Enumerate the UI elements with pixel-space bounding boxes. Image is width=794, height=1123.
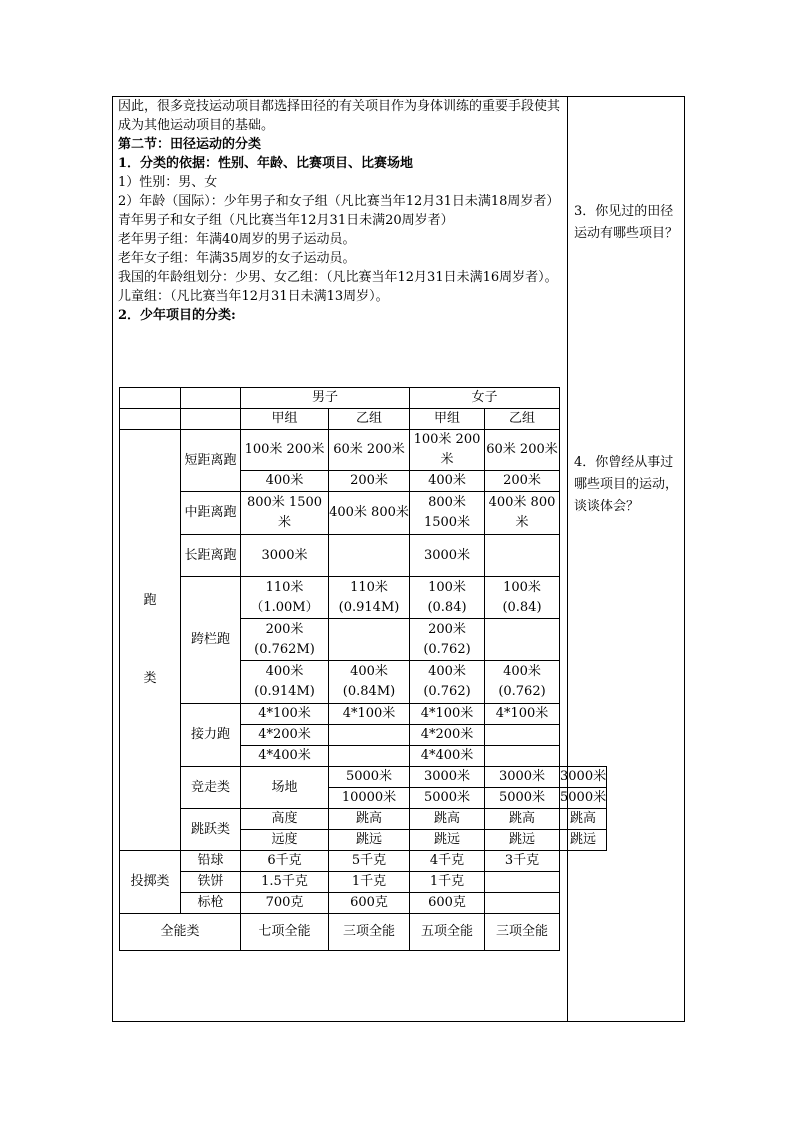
paragraph: 儿童组：（凡比赛当年12月31日未满13周岁）。	[118, 289, 389, 304]
table-cell: 跳远	[560, 830, 607, 851]
subcat-relay: 接力跑	[181, 704, 241, 767]
table-cell: 800米 1500米	[410, 492, 485, 535]
subheading: 1．分类的依据：性别、年龄、比赛项目、比赛场地	[118, 156, 414, 171]
table-cell: 400米 (0.84M)	[329, 661, 410, 704]
table-cell: 400米	[241, 471, 329, 492]
table-cell: 五项全能	[410, 914, 485, 951]
table-cell: 60米 200米	[485, 430, 560, 471]
table-cell: 110米 (0.914M)	[329, 577, 410, 619]
table-cell: 100米 (0.84)	[485, 577, 560, 619]
subcat-short: 短距离跑	[181, 430, 241, 492]
table-cell: 4*100米	[241, 704, 329, 725]
section-heading: 第二节：田径运动的分类	[118, 137, 262, 152]
table-cell	[485, 725, 560, 746]
table-cell: 1千克	[329, 872, 410, 893]
category-jump: 跳跃类	[181, 809, 241, 851]
side-question-4: 4．你曾经从事过哪些项目的运动，谈谈体会？	[574, 455, 679, 514]
table-cell: 100米 (0.84)	[410, 577, 485, 619]
table-cell: 5000米	[329, 767, 410, 788]
subcat-height: 高度	[241, 809, 329, 830]
table-cell: 800米 1500米	[241, 492, 329, 535]
subcat-distance: 远度	[241, 830, 329, 851]
paragraph: 老年男子组：年满40周岁的男子运动员。	[118, 232, 356, 247]
table-cell: 200米 (0.762M)	[241, 619, 329, 661]
table-cell: 4*400米	[241, 746, 329, 767]
table-cell: 3000米	[410, 767, 485, 788]
table-cell: 200米 (0.762)	[410, 619, 485, 661]
table-cell	[329, 619, 410, 661]
table-cell	[485, 872, 560, 893]
table-cell: 七项全能	[241, 914, 329, 951]
category-label: 跑	[143, 593, 157, 608]
table-cell: 5000米	[560, 788, 607, 809]
table-cell: 100米 200米	[241, 430, 329, 471]
table-cell: 4*100米	[410, 704, 485, 725]
table-cell	[329, 725, 410, 746]
table-cell: 6千克	[241, 851, 329, 872]
category-throw: 投掷类	[120, 851, 181, 914]
table-cell: 5000米	[485, 788, 560, 809]
table-cell: 跳远	[410, 830, 485, 851]
table-cell: 200米	[485, 471, 560, 492]
table-cell: 3000米	[241, 535, 329, 577]
table-cell: 4*200米	[410, 725, 485, 746]
subcat-javelin: 标枪	[181, 893, 241, 914]
paragraph: 因此，很多竞技运动项目都选择田径的有关项目作为身体训练的重要手段使其成为其他运动项目的基础。	[118, 99, 561, 133]
table-cell: 4*100米	[485, 704, 560, 725]
subcat-middle: 中距离跑	[181, 492, 241, 535]
category-running	[120, 430, 181, 851]
main-text	[118, 97, 564, 325]
table-cell: 跳高	[560, 809, 607, 830]
table-cell: 跳远	[329, 830, 410, 851]
table-cell: 600克	[410, 893, 485, 914]
category-walk: 竞走类	[181, 767, 241, 809]
table-cell: 跳高	[329, 809, 410, 830]
table-cell: 4*400米	[410, 746, 485, 767]
paragraph: 青年男子和女子组（凡比赛当年12月31日未满20周岁者）	[118, 213, 454, 228]
table-cell: 1千克	[410, 872, 485, 893]
category-label: 类	[143, 671, 157, 686]
table-cell	[485, 893, 560, 914]
header-women-jia: 甲组	[410, 409, 485, 430]
header-women-yi: 乙组	[485, 409, 560, 430]
table-cell: 100米 200米	[410, 430, 485, 471]
table-cell	[329, 746, 410, 767]
table-cell: 200米	[329, 471, 410, 492]
table-cell: 400米 800米	[329, 492, 410, 535]
header-men: 男子	[241, 388, 410, 409]
table-cell: 400米	[410, 471, 485, 492]
table-cell	[485, 746, 560, 767]
table-cell: 400米 (0.914M)	[241, 661, 329, 704]
subheading: 2．少年项目的分类:	[118, 308, 236, 323]
table-cell: 110米 （1.00M）	[241, 577, 329, 619]
event-table	[119, 387, 607, 951]
header-women: 女子	[410, 388, 560, 409]
table-cell: 600克	[329, 893, 410, 914]
table-cell: 3千克	[485, 851, 560, 872]
table-cell: 4*100米	[329, 704, 410, 725]
subcat-hurdle: 跨栏跑	[181, 577, 241, 704]
table-cell	[329, 535, 410, 577]
table-cell	[485, 619, 560, 661]
table-cell	[485, 535, 560, 577]
paragraph: 我国的年龄组划分：少男、女乙组：（凡比赛当年12月31日未满16周岁者）。	[118, 270, 558, 285]
table-cell: 3000米	[485, 767, 560, 788]
table-cell: 跳远	[485, 830, 560, 851]
table-cell: 400米 800米	[485, 492, 560, 535]
subcat-venue: 场地	[241, 767, 329, 809]
paragraph: 1）性别：男、女	[118, 175, 218, 190]
table-cell: 4*200米	[241, 725, 329, 746]
table-cell: 700克	[241, 893, 329, 914]
table-cell: 3000米	[560, 767, 607, 788]
header-men-yi: 乙组	[329, 409, 410, 430]
paragraph: 老年女子组：年满35周岁的女子运动员。	[118, 251, 356, 266]
subcat-shot: 铅球	[181, 851, 241, 872]
table-cell: 跳高	[485, 809, 560, 830]
table-cell: 5千克	[329, 851, 410, 872]
table-cell: 4千克	[410, 851, 485, 872]
header-men-jia: 甲组	[241, 409, 329, 430]
table-cell: 3000米	[410, 535, 485, 577]
table-cell: 1.5千克	[241, 872, 329, 893]
paragraph: 2）年龄（国际）：少年男子和女子组（凡比赛当年12月31日未满18周岁者）	[118, 194, 560, 209]
table-cell: 400米 (0.762)	[485, 661, 560, 704]
table-cell: 跳高	[410, 809, 485, 830]
table-cell: 5000米	[410, 788, 485, 809]
table-cell: 三项全能	[485, 914, 560, 951]
table-cell: 60米 200米	[329, 430, 410, 471]
table-cell: 10000米	[329, 788, 410, 809]
subcat-long: 长距离跑	[181, 535, 241, 577]
subcat-discus: 铁饼	[181, 872, 241, 893]
category-allround: 全能类	[120, 914, 241, 951]
table-cell: 400米 (0.762)	[410, 661, 485, 704]
side-question-3: 3．你见过的田径运动有哪些项目？	[574, 204, 679, 241]
table-cell: 三项全能	[329, 914, 410, 951]
